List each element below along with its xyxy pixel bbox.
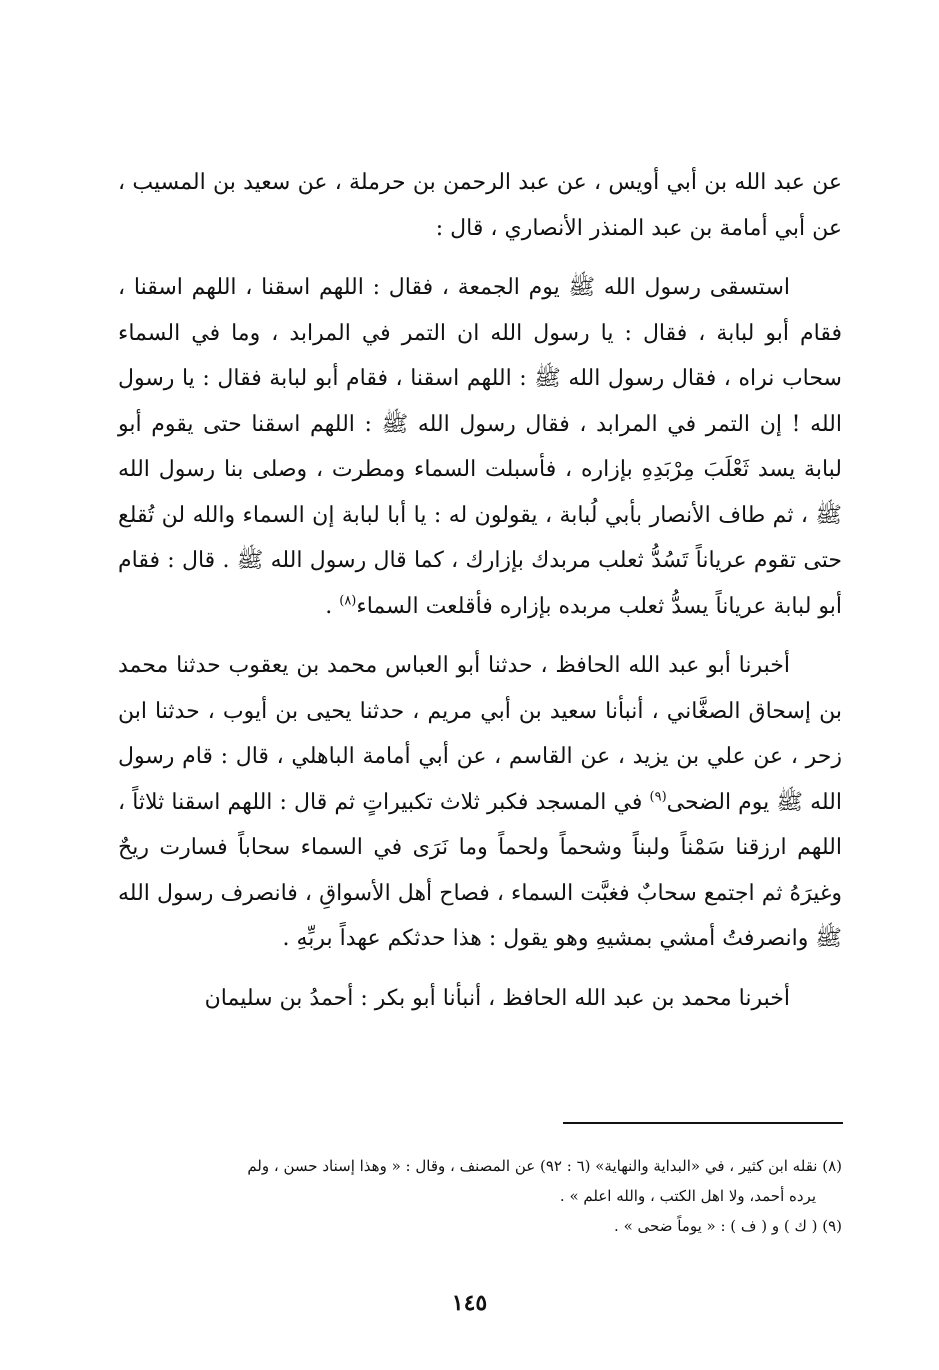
page-number: ١٤٥ bbox=[451, 1290, 488, 1316]
paragraph-text: استسقى رسول الله ﷺ يوم الجمعة ، فقال : اللهم اسقنا ، اللهم اسقنا ، فقام أبو لبابة ، فقال : يا رسول الله ان التمر في المرابد ، وما في السماء سحاب نراه ، فقال رسول الله ﷺ : اللهم اسقنا ، فقام أبو لبابة فقال : يا رسول الله ! إن التمر في المرابد ، فقال رسول الله ﷺ : اللهم اسقنا حتى يقوم أبو لبابة يسد ثَعْلَبَ مِرْبَدِهِ بإزاره ، فأسبلت السماء ومطرت ، وصلى بنا رسول الله ﷺ ، ثم طاف الأنصار بأبي لُبابة ، يقولون له : يا أبا لبابة إن السماء والله لن تُقلع حتى تقوم عرياناً تَسُدُّ ثعلب مربدك بإزارك ، كما قال رسول الله ﷺ . قال : فقام أبو لبابة عرياناً يسدُّ ثعلب مربده بإزاره فأقلعت السماء bbox=[118, 275, 842, 619]
paragraph-isnad-2 bbox=[118, 643, 842, 962]
footnote-text: (٩) ( ك ) و ( ف ) : « يوماً ضحى » . bbox=[614, 1217, 842, 1235]
paragraph-text: عن عبد الله بن أبي أويس ، عن عبد الرحمن بن حرملة ، عن سعيد بن المسيب ، عن أبي أمامة بن عبد المنذر الأنصاري ، قال : bbox=[118, 170, 842, 241]
footnote-8-continuation bbox=[118, 1181, 842, 1211]
paragraph-hadith-1 bbox=[118, 265, 842, 629]
footnote-text: يرده أحمد، ولا اهل الكتب ، والله اعلم » . bbox=[559, 1187, 816, 1205]
paragraph-tail: في المسجد فكبر ثلاث تكبيراتٍ ثم قال : اللهم اسقنا ثلاثاً ، اللهم ارزقنا سَمْناً ولبناً وشحماً ولحماً وما نَرَى في السماء سحاباً فسارت ريحٌ وغيرَهُ ثم اجتمع سحابٌ فغبَّت السماء ، فصاح أهل الأسواقِ ، فانصرف رسول الله ﷺ وانصرفتُ أمشي بمشيهِ وهو يقول : هذا حدثكم عهداً بربِّهِ . bbox=[118, 789, 842, 951]
paragraph-text: أخبرنا محمد بن عبد الله الحافظ ، أنبأنا أبو بكر : أحمدُ بن سليمان bbox=[204, 985, 790, 1011]
footnote-text: (٨) نقله ابن كثير ، في «البداية والنهاية» (٦ : ٩٢) عن المصنف ، وقال : « وهذا إسناد حسن ، ولم bbox=[247, 1157, 842, 1175]
footnote-divider bbox=[563, 1122, 843, 1124]
main-text bbox=[118, 160, 842, 1021]
footnote-ref-8[interactable]: (٨) bbox=[339, 593, 357, 609]
paragraph-text: أخبرنا أبو عبد الله الحافظ ، حدثنا أبو العباس محمد بن يعقوب حدثنا محمد بن إسحاق الصغَّاني ، أنبأنا سعيد بن أبي مريم ، حدثنا يحيى بن أيوب ، حدثنا ابن زحر ، عن علي بن يزيد ، عن القاسم ، عن أبي أمامة الباهلي ، قال : قام رسول الله ﷺ يوم الضحى bbox=[118, 653, 842, 815]
paragraph-isnad-3 bbox=[118, 976, 842, 1022]
footnote-9 bbox=[118, 1211, 842, 1241]
paragraph-isnad-1 bbox=[118, 160, 842, 251]
footnote-ref-9[interactable]: (٩) bbox=[649, 789, 667, 805]
footnote-8 bbox=[118, 1151, 842, 1181]
paragraph-tail: . bbox=[325, 593, 340, 619]
footnotes bbox=[118, 1151, 842, 1241]
